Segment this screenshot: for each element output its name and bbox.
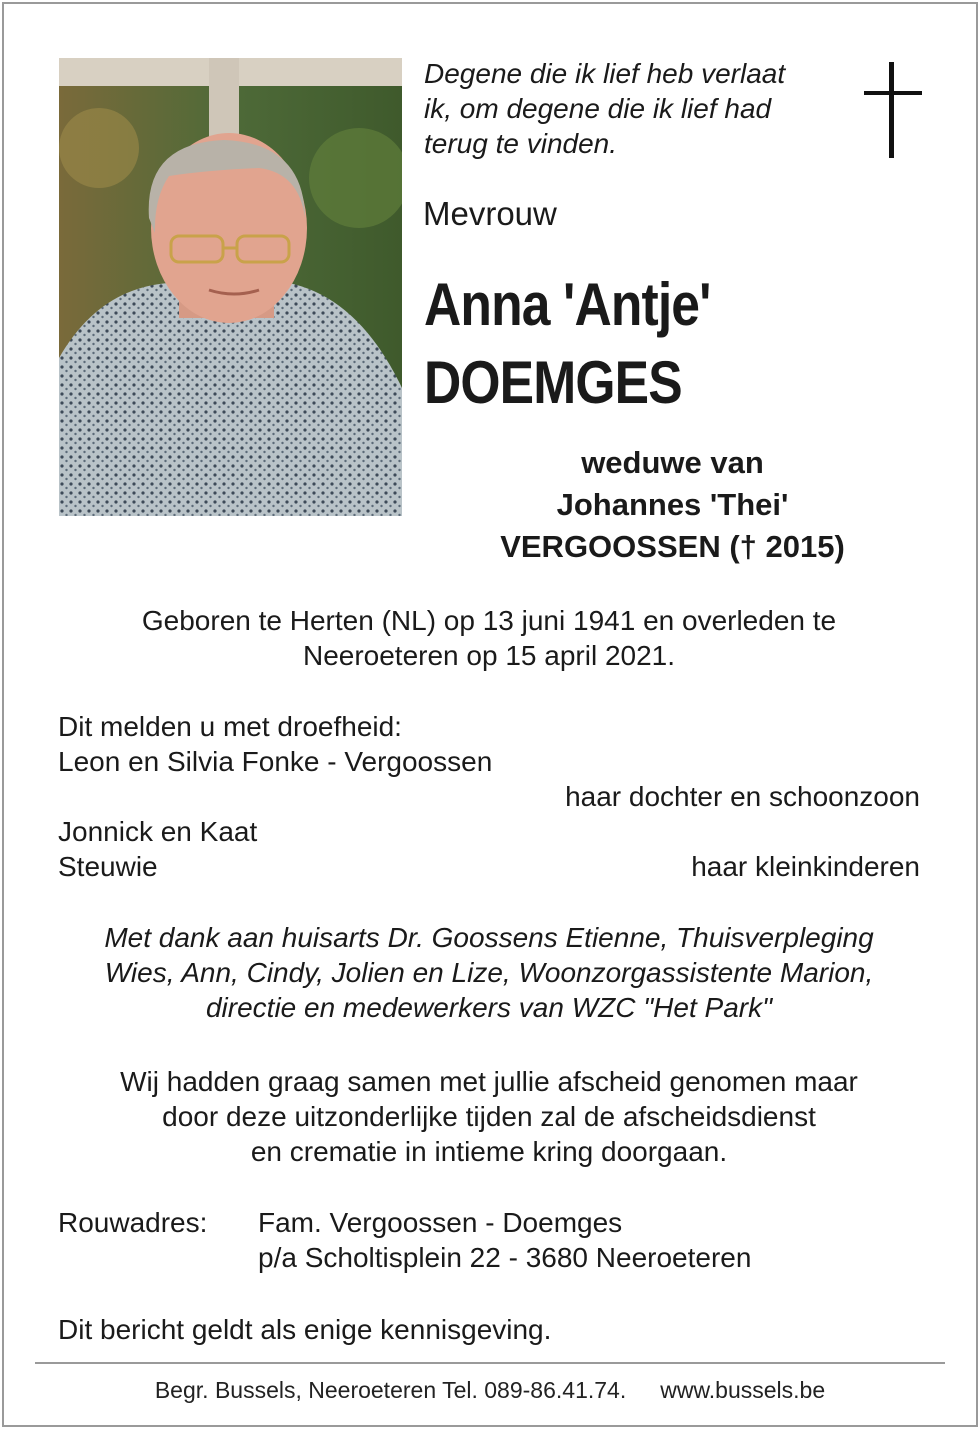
thanks-note: [58, 920, 920, 1025]
thanks-line: Wies, Ann, Cindy, Jolien en Lize, Woonzorgassistente Marion,: [104, 957, 874, 988]
family-member: Steuwie: [58, 851, 158, 882]
divider: [35, 1362, 945, 1364]
farewell-line: en crematie in intieme kring doorgaan.: [250, 1136, 728, 1167]
memorial-verse: [424, 56, 844, 161]
widow-line: weduwe van: [581, 445, 764, 480]
widow-of: [420, 442, 925, 568]
verse-line: Degene die ik lief heb verlaat: [424, 58, 786, 89]
notice-text: Dit bericht geldt als enige kennisgeving.: [58, 1314, 552, 1345]
birth-death-info: [58, 603, 920, 673]
farewell-line: door deze uitzonderlijke tijden zal de afscheidsdienst: [162, 1101, 816, 1132]
family-member: Jonnick en Kaat: [58, 816, 258, 847]
farewell-line: Wij hadden graag samen met jullie afscheid genomen maar: [120, 1066, 858, 1097]
undertaker-info: Begr. Bussels, Neeroeteren Tel. 089-86.41.74.: [154, 1377, 627, 1403]
address-line: Fam. Vergoossen - Doemges: [258, 1207, 623, 1238]
verse-line: ik, om degene die ik lief had: [424, 93, 772, 124]
footer: [0, 1376, 980, 1404]
cross-icon: [864, 62, 922, 159]
thanks-line: directie en medewerkers van WZC "Het Park": [205, 992, 773, 1023]
farewell-note: [58, 1064, 920, 1169]
family-announcement: [58, 709, 920, 884]
website-link[interactable]: www.bussels.be: [660, 1377, 826, 1403]
widow-line: VERGOOSSEN († 2015): [500, 529, 845, 564]
first-name: Anna 'Antje': [424, 271, 711, 338]
family-relation: haar kleinkinderen: [691, 851, 920, 882]
verse-line: terug te vinden.: [424, 128, 618, 159]
family-member: Leon en Silvia Fonke - Vergoossen: [58, 746, 493, 777]
birth-line: Neeroeteren op 15 april 2021.: [302, 640, 676, 671]
portrait-photo: [59, 58, 402, 516]
last-name: DOEMGES: [424, 349, 682, 416]
family-intro: Dit melden u met droefheid:: [58, 711, 402, 742]
honorific: Mevrouw: [423, 195, 557, 232]
thanks-line: Met dank aan huisarts Dr. Goossens Etienne, Thuisverpleging: [104, 922, 874, 953]
family-relation: haar dochter en schoonzoon: [565, 781, 920, 812]
deceased-name: [424, 266, 711, 422]
widow-line: Johannes 'Thei': [556, 487, 789, 522]
birth-line: Geboren te Herten (NL) op 13 juni 1941 en overleden te: [141, 605, 837, 636]
address-line: p/a Scholtisplein 22 - 3680 Neeroeteren: [258, 1242, 752, 1273]
address-label: Rouwadres:: [58, 1207, 208, 1238]
mourning-address: [58, 1205, 920, 1275]
